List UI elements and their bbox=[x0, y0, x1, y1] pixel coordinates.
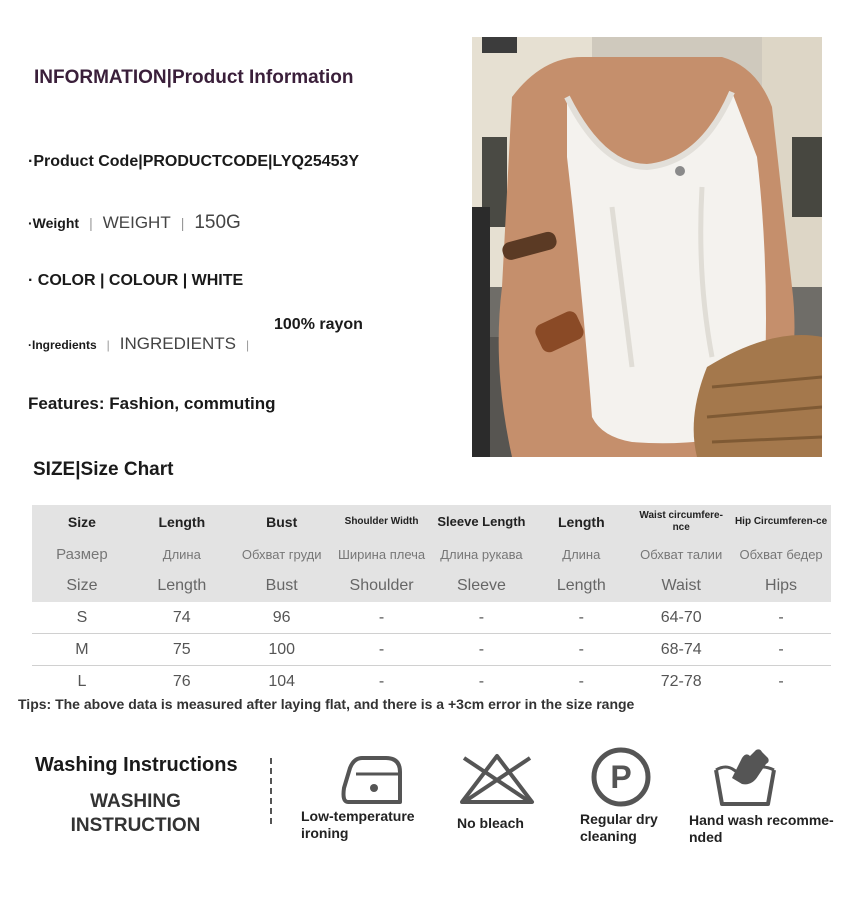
table-cell: - bbox=[478, 672, 485, 690]
header-cell-en: Shoulder bbox=[332, 570, 432, 602]
header-cell-en: Sleeve bbox=[432, 570, 532, 602]
size-tips: Tips: The above data is measured after laying flat, and there is a +3cm error in the size range bbox=[18, 696, 635, 712]
table-cell: - bbox=[432, 602, 532, 634]
table-cell: 100 bbox=[232, 634, 332, 666]
ingredients-label: ·Ingredients bbox=[28, 338, 97, 352]
header-cell: Hip Circumferen-ce bbox=[731, 505, 831, 538]
table-cell: - bbox=[378, 672, 385, 690]
dry-clean-icon bbox=[590, 746, 652, 813]
wash-label-line: nded bbox=[689, 829, 723, 845]
model-photo-illustration bbox=[472, 37, 822, 457]
size-table bbox=[32, 505, 831, 697]
table-cell: 72-78 bbox=[660, 672, 702, 690]
table-cell: - bbox=[731, 602, 831, 634]
header-cell-en: Length bbox=[132, 570, 232, 602]
table-cell: 75 bbox=[132, 634, 232, 666]
washing-subtitle-line: WASHING bbox=[90, 791, 181, 812]
table-cell: - bbox=[778, 672, 784, 690]
color-row: · COLOR | COLOUR | WHITE bbox=[28, 272, 244, 289]
header-cell-ru: Длина bbox=[531, 538, 631, 570]
wash-label bbox=[689, 812, 834, 846]
table-cell: - bbox=[531, 634, 631, 666]
table-cell: 76 bbox=[172, 672, 191, 690]
header-cell: Waist circumfere-nce bbox=[631, 505, 731, 538]
separator: | bbox=[180, 215, 185, 231]
header-cell: Length bbox=[531, 505, 631, 538]
header-cell: Shoulder Width bbox=[332, 505, 432, 538]
wash-label bbox=[580, 811, 658, 845]
weight-en: WEIGHT bbox=[102, 213, 171, 232]
table-row bbox=[32, 602, 831, 634]
wash-label-line: Low-temperature bbox=[301, 808, 415, 824]
ingredients-en: INGREDIENTS bbox=[119, 334, 236, 353]
header-cell-ru: Длина bbox=[132, 538, 232, 570]
table-row bbox=[32, 634, 831, 666]
info-title: INFORMATION|Product Information bbox=[34, 67, 354, 88]
header-cell-ru: Длина рукава bbox=[432, 538, 532, 570]
weight-value: 150G bbox=[194, 212, 241, 233]
table-header-row bbox=[32, 505, 831, 538]
wash-label-line: cleaning bbox=[580, 828, 637, 844]
hand-wash-icon bbox=[712, 748, 778, 813]
wash-label-line: No bleach bbox=[457, 815, 524, 831]
ingredients-value: 100% rayon bbox=[274, 316, 363, 333]
table-cell: 64-70 bbox=[631, 602, 731, 634]
table-row bbox=[32, 666, 831, 698]
table-cell: - bbox=[332, 602, 432, 634]
header-cell: Size bbox=[32, 505, 132, 538]
header-cell-ru: Обхват талии bbox=[631, 538, 731, 570]
weight-label: ·Weight bbox=[28, 215, 80, 231]
separator: | bbox=[89, 215, 93, 231]
no-bleach-icon bbox=[458, 752, 536, 811]
washing-subtitle-line: INSTRUCTION bbox=[70, 815, 201, 836]
product-photo bbox=[472, 37, 822, 457]
table-cell: 68-74 bbox=[631, 634, 731, 666]
header-cell: Sleeve Length bbox=[432, 505, 532, 538]
washing-title: Washing Instructions bbox=[35, 754, 238, 776]
table-cell: S bbox=[32, 602, 132, 634]
table-header-row-ru bbox=[32, 538, 831, 570]
header-cell-en: Bust bbox=[232, 570, 332, 602]
wash-label-line: ironing bbox=[301, 825, 349, 841]
wash-label bbox=[457, 815, 524, 832]
table-cell: - bbox=[332, 634, 432, 666]
header-cell: Bust bbox=[232, 505, 332, 538]
features: Features: Fashion, commuting bbox=[28, 394, 276, 413]
table-header-row-en bbox=[32, 570, 831, 602]
dry-clean-letter: P bbox=[610, 759, 632, 795]
header-cell-en: Length bbox=[531, 570, 631, 602]
table-cell: M bbox=[32, 634, 132, 666]
size-chart-title: SIZE|Size Chart bbox=[33, 459, 174, 480]
header-cell-ru: Ширина плеча bbox=[332, 538, 432, 570]
header-cell-en: Waist bbox=[631, 570, 731, 602]
table-cell: L bbox=[77, 672, 87, 690]
table-cell: 96 bbox=[232, 602, 332, 634]
header-cell-ru: Обхват груди bbox=[232, 538, 332, 570]
header-cell: Length bbox=[132, 505, 232, 538]
wash-label bbox=[301, 808, 415, 842]
ingredients-row bbox=[28, 334, 259, 354]
dashed-divider bbox=[270, 758, 272, 824]
iron-low-temperature-icon bbox=[340, 752, 406, 811]
table-cell: - bbox=[731, 634, 831, 666]
wash-label-line: Regular dry bbox=[580, 811, 658, 827]
weight-row bbox=[28, 212, 241, 234]
header-cell-en: Size bbox=[32, 570, 132, 602]
table-cell: - bbox=[578, 672, 584, 690]
table-cell: 74 bbox=[132, 602, 232, 634]
table-cell: 104 bbox=[268, 672, 296, 690]
header-cell-ru: Обхват бедер bbox=[731, 538, 831, 570]
washing-subtitle bbox=[58, 790, 213, 838]
header-cell-en: Hips bbox=[731, 570, 831, 602]
header-cell-ru: Размер bbox=[32, 538, 132, 570]
product-code: ·Product Code|PRODUCTCODE|LYQ25453Y bbox=[28, 153, 360, 170]
table-cell: - bbox=[432, 634, 532, 666]
separator: | bbox=[106, 338, 110, 352]
wash-label-line: Hand wash recomme- bbox=[689, 812, 834, 828]
table-cell: - bbox=[531, 602, 631, 634]
separator: | bbox=[245, 338, 250, 352]
